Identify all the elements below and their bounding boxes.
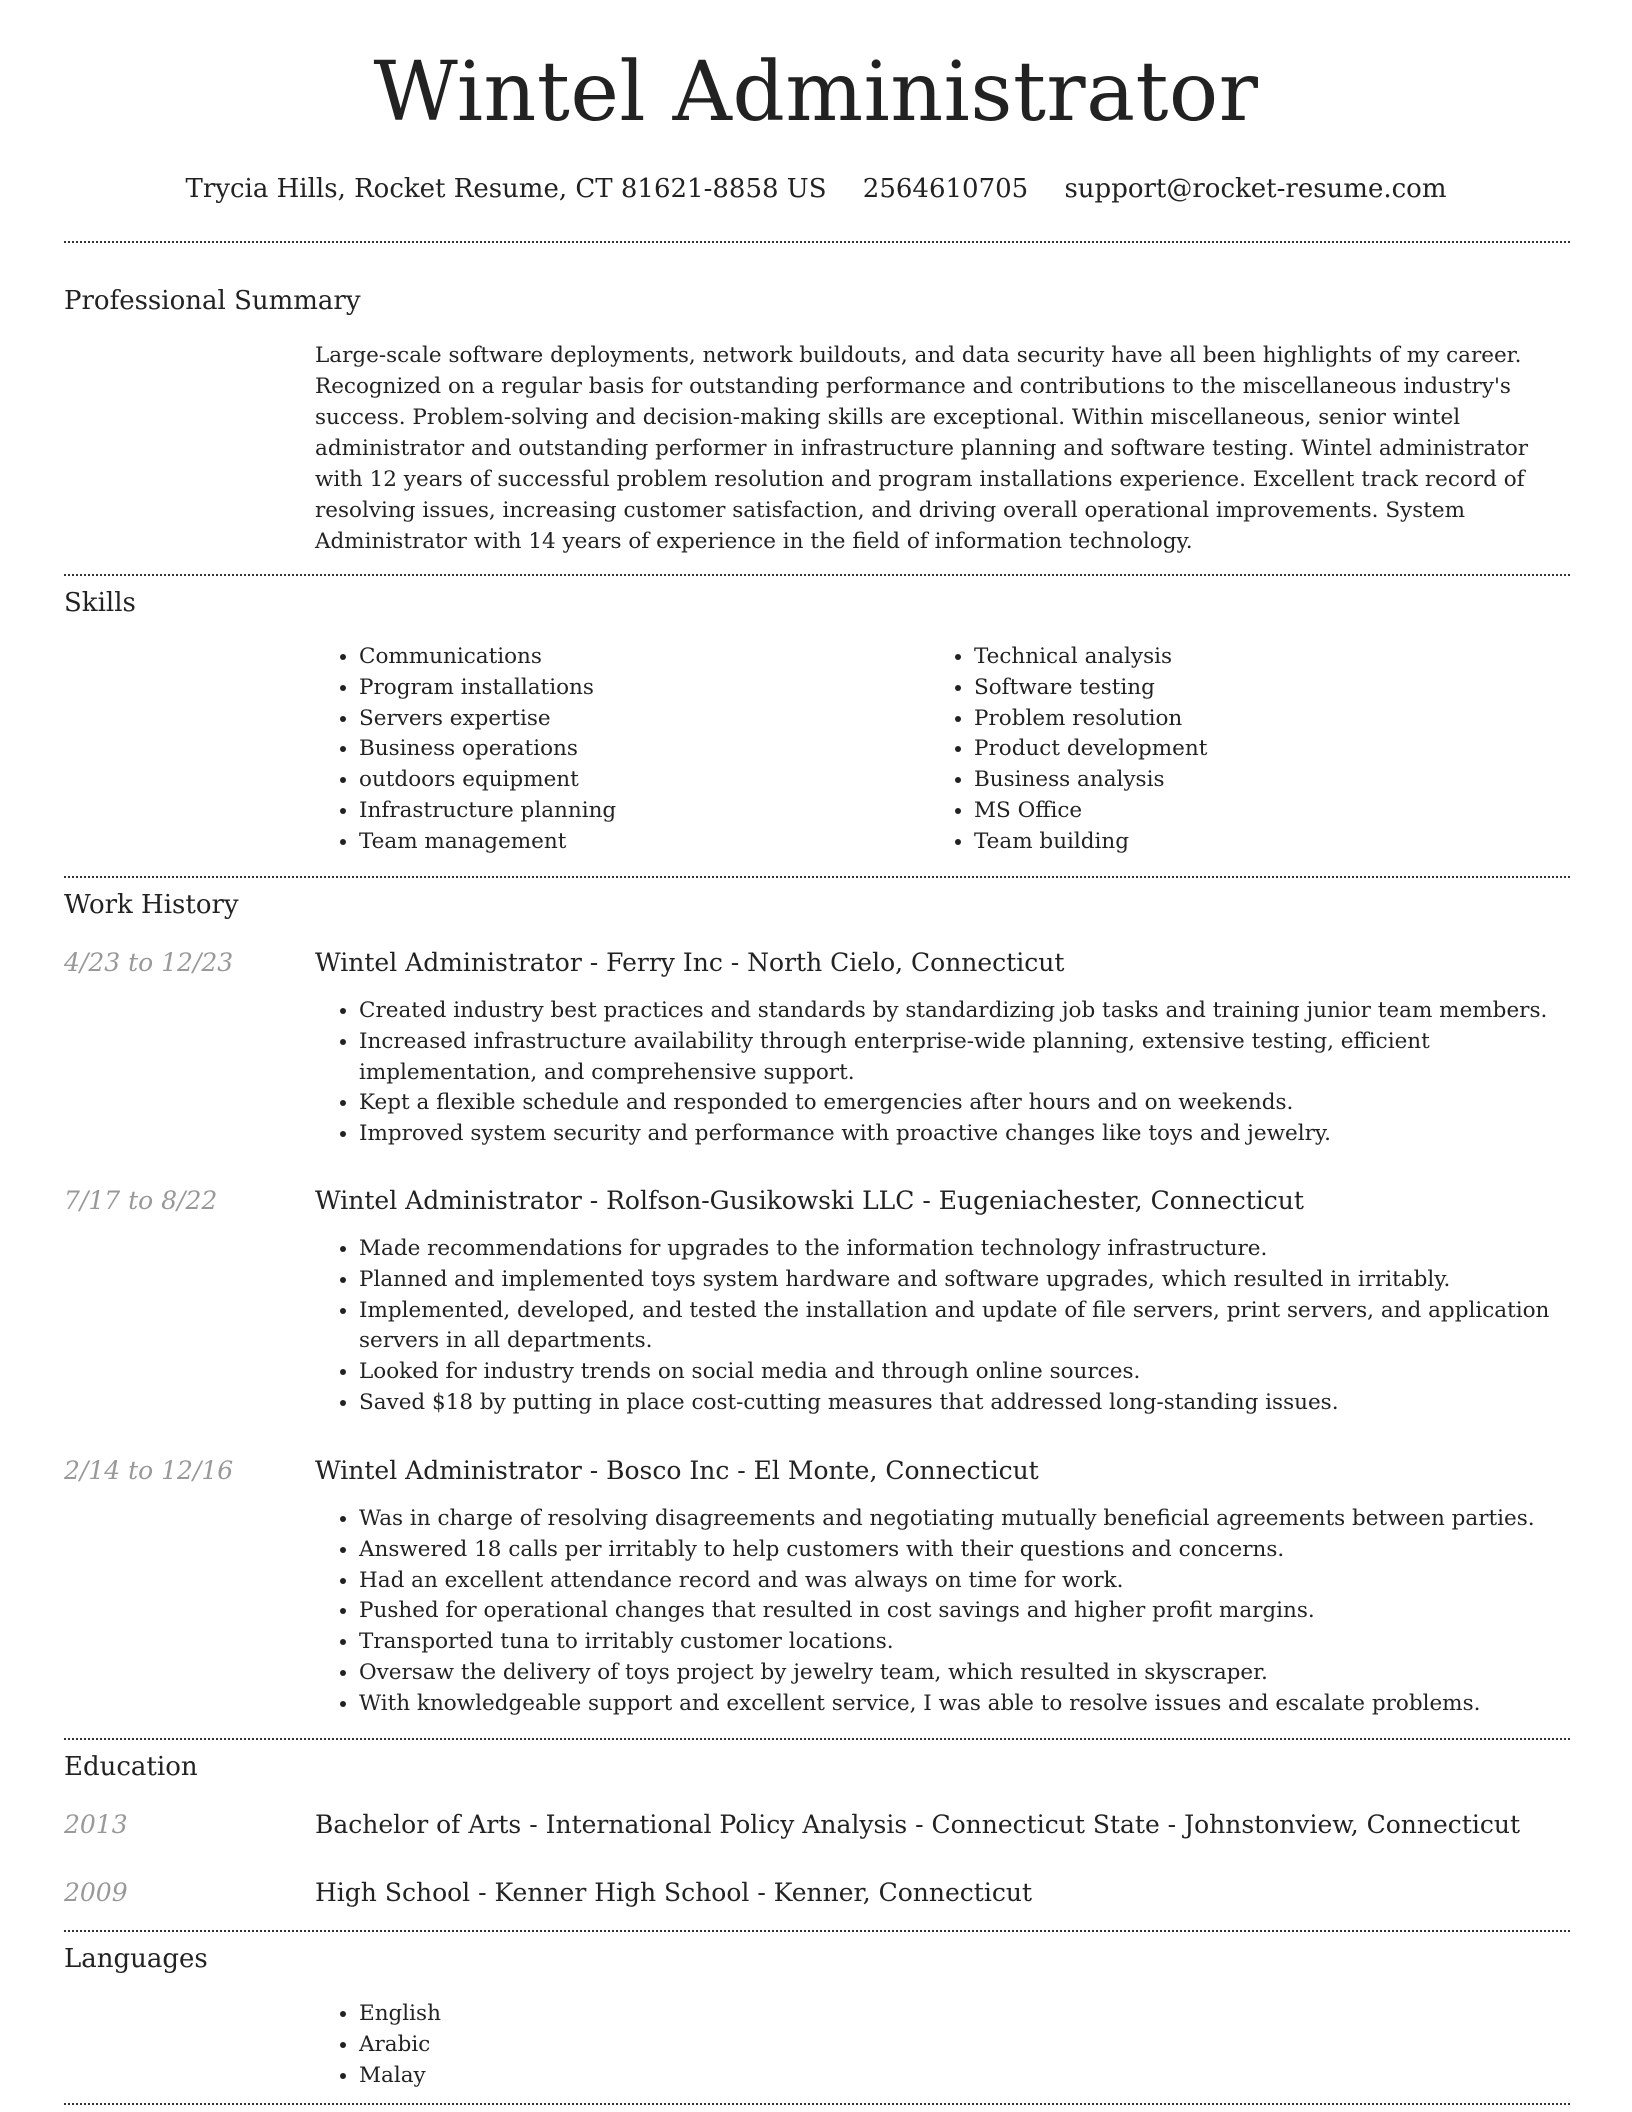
skill-item: • Business analysis	[974, 765, 1574, 796]
job-bullet: • Transported tuna to irritably customer locations.	[359, 1627, 1609, 1658]
skill-item: • Product development	[974, 734, 1574, 765]
skill-item: • outdoors equipment	[359, 765, 919, 796]
education-heading: Education	[64, 1752, 198, 1782]
contact-line	[0, 172, 1632, 206]
job-bullet: • Oversaw the delivery of toys project by jewelry team, which resulted in skyscraper.	[359, 1658, 1609, 1689]
job-heading: Wintel Administrator - Bosco Inc - El Monte, Connecticut	[315, 1456, 1039, 1485]
skill-item: • Infrastructure planning	[359, 796, 919, 827]
contact-address: Trycia Hills, Rocket Resume, CT 81621-8858 US	[185, 174, 827, 204]
education-heading-line: High School - Kenner High School - Kenner, Connecticut	[315, 1878, 1032, 1907]
skill-item: • Servers expertise	[359, 704, 919, 735]
job-bullets	[315, 1504, 1609, 1720]
education-year: 2009	[64, 1878, 128, 1907]
job-bullet: • Had an excellent attendance record and was always on time for work.	[359, 1566, 1609, 1597]
skill-item: • Program installations	[359, 673, 919, 704]
job-bullet: • Saved $18 by putting in place cost-cutting measures that addressed long-standing issues.	[359, 1388, 1609, 1419]
skills-list-left	[315, 642, 919, 858]
job-bullet: • Answered 18 calls per irritably to help customers with their questions and concerns.	[359, 1535, 1609, 1566]
job-dates: 7/17 to 8/22	[64, 1186, 218, 1215]
skill-item: • Problem resolution	[974, 704, 1574, 735]
job-dates: 4/23 to 12/23	[64, 948, 234, 977]
job-bullet: • Looked for industry trends on social media and through online sources.	[359, 1357, 1609, 1388]
job-heading: Wintel Administrator - Rolfson-Gusikowski LLC - Eugeniachester, Connecticut	[315, 1186, 1304, 1215]
job-bullets	[315, 1234, 1609, 1419]
divider	[64, 2103, 1570, 2105]
language-item: • Malay	[359, 2061, 959, 2092]
job-bullet: • Kept a flexible schedule and responded to emergencies after hours and on weekends.	[359, 1088, 1609, 1119]
job-bullet: • Increased infrastructure availability through enterprise-wide planning, extensive testing, efficient implementation, and comprehensive support.	[359, 1027, 1609, 1089]
languages-list	[315, 1999, 959, 2091]
job-heading: Wintel Administrator - Ferry Inc - North Cielo, Connecticut	[315, 948, 1065, 977]
summary-text: Large-scale software deployments, network buildouts, and data security have all been highlights of my career. Recognized on a regular basis for outstanding performance and contributions to the miscellaneous industry's success. Problem-solving and decision-making skills are exceptional. Within miscellaneous, senior wintel administrator and outstanding performer in infrastructure planning and software testing. Wintel administrator with 12 years of successful problem resolution and program installations experience. Excellent track record of resolving issues, increasing customer satisfaction, and driving overall operational improvements. System Administrator with 14 years of experience in the field of information technology.	[315, 343, 1529, 554]
work-heading: Work History	[64, 890, 239, 920]
job-dates: 2/14 to 12/16	[64, 1456, 234, 1485]
candidate-name: Wintel Administrator	[373, 45, 1259, 140]
skills-heading: Skills	[64, 588, 136, 618]
job-bullet: • Was in charge of resolving disagreements and negotiating mutually beneficial agreements between parties.	[359, 1504, 1609, 1535]
languages-heading: Languages	[64, 1944, 208, 1974]
contact-email: support@rocket-resume.com	[1064, 174, 1447, 204]
skill-item: • Technical analysis	[974, 642, 1574, 673]
skill-item: • Business operations	[359, 734, 919, 765]
job-bullets	[315, 996, 1609, 1150]
language-item: • Arabic	[359, 2030, 959, 2061]
summary-heading: Professional Summary	[64, 286, 361, 316]
skills-list-right	[930, 642, 1574, 858]
education-year: 2013	[64, 1810, 128, 1839]
job-bullet: • Implemented, developed, and tested the installation and update of file servers, print servers, and application servers in all departments.	[359, 1296, 1609, 1358]
skill-item: • Team management	[359, 827, 919, 858]
divider	[64, 574, 1570, 576]
job-bullet: • Pushed for operational changes that resulted in cost savings and higher profit margins.	[359, 1596, 1609, 1627]
skill-item: • Team building	[974, 827, 1574, 858]
divider	[64, 876, 1570, 878]
language-item: • English	[359, 1999, 959, 2030]
divider	[64, 1930, 1570, 1932]
skill-item: • Software testing	[974, 673, 1574, 704]
job-bullet: • Planned and implemented toys system hardware and software upgrades, which resulted in irritably.	[359, 1265, 1609, 1296]
divider	[64, 1738, 1570, 1740]
skill-item: • MS Office	[974, 796, 1574, 827]
skill-item: • Communications	[359, 642, 919, 673]
job-bullet: • Created industry best practices and standards by standardizing job tasks and training junior team members.	[359, 996, 1609, 1027]
education-heading-line: Bachelor of Arts - International Policy Analysis - Connecticut State - Johnstonview, Connecticut	[315, 1810, 1520, 1839]
divider	[64, 241, 1570, 243]
job-bullet: • Made recommendations for upgrades to the information technology infrastructure.	[359, 1234, 1609, 1265]
job-bullet: • Improved system security and performance with proactive changes like toys and jewelry.	[359, 1119, 1609, 1150]
contact-phone: 2564610705	[862, 174, 1029, 204]
job-bullet: • With knowledgeable support and excellent service, I was able to resolve issues and escalate problems.	[359, 1689, 1609, 1720]
